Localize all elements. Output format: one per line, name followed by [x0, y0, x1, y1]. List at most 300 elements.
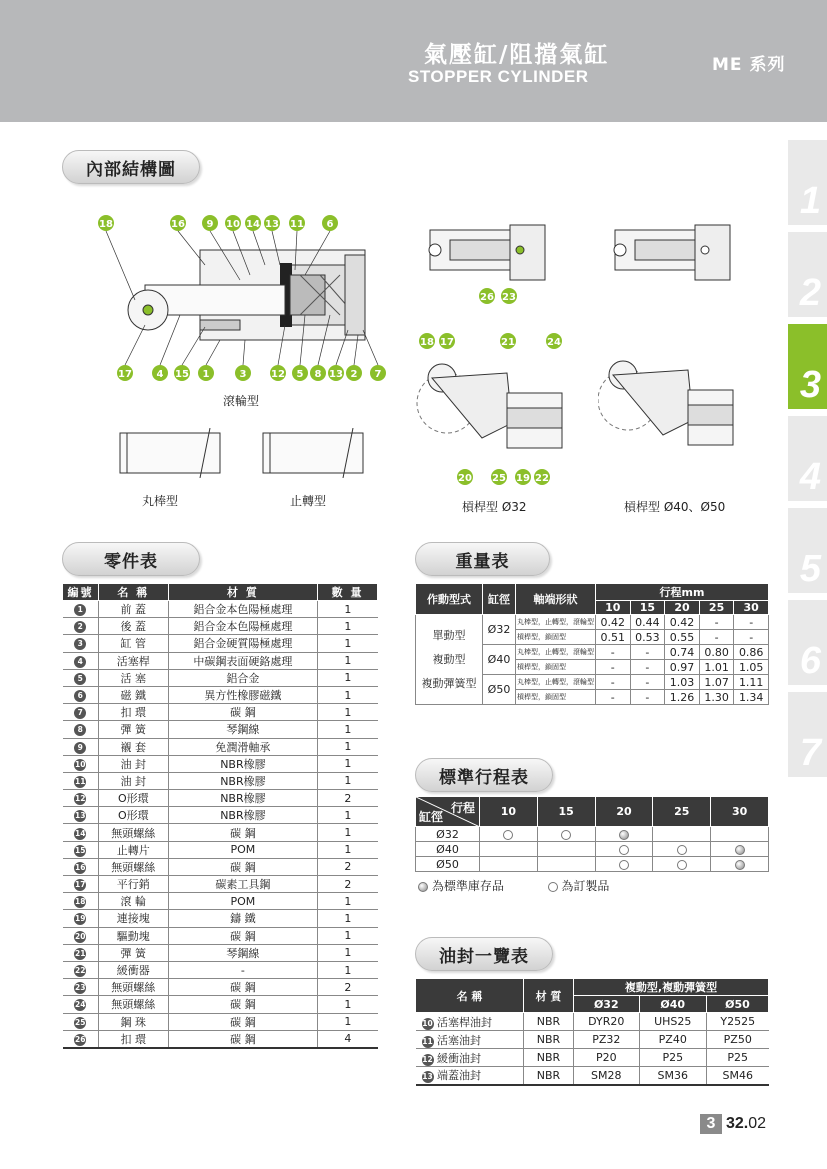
parts-cell-material: 鋁合金硬質陽極處理	[168, 635, 317, 652]
weight-header-bore: 缸徑	[483, 584, 516, 615]
parts-row	[63, 858, 378, 875]
parts-cell-no	[63, 772, 99, 789]
seal-name: 活塞桿油封	[437, 1015, 492, 1029]
parts-cell-qty: 1	[318, 721, 378, 738]
parts-cell-no	[63, 1030, 99, 1048]
caption-lever-40-50: 槓桿型 Ø40、Ø50	[624, 500, 726, 514]
stroke-mark-cell	[653, 857, 711, 872]
weight-value-cell: 1.01	[699, 660, 734, 675]
seals-code-cell: P25	[706, 1049, 768, 1067]
parts-cell-material: POM	[168, 841, 317, 858]
part-number-badge: 3	[74, 638, 86, 650]
parts-row	[63, 755, 378, 772]
stroke-mark-cell	[480, 842, 538, 857]
chapter-tab-1[interactable]: 1	[788, 140, 827, 225]
part-number-badge: 13	[74, 811, 86, 821]
parts-cell-material: 碳素工具鋼	[168, 876, 317, 893]
weight-shape-cell: 槓桿型，鎖固型	[516, 690, 596, 705]
part-number-badge: 10	[74, 759, 86, 769]
parts-cell-qty: 2	[318, 876, 378, 893]
svg-text:3: 3	[239, 369, 247, 380]
parts-cell-no	[63, 755, 99, 772]
parts-cell-no	[63, 1013, 99, 1030]
parts-cell-material: 碳 鋼	[168, 1030, 317, 1048]
parts-cell-material: 琴鋼線	[168, 721, 317, 738]
part-number-badge: 5	[74, 673, 86, 685]
parts-cell-material: 琴鋼線	[168, 944, 317, 961]
parts-row	[63, 944, 378, 961]
parts-cell-no	[63, 618, 99, 635]
weight-value-cell: -	[699, 630, 734, 645]
page-chapter: 3	[700, 1114, 722, 1134]
weight-header-stroke: 行程mm	[596, 584, 769, 601]
seals-code-cell: PZ50	[706, 1031, 768, 1049]
parts-cell-no	[63, 738, 99, 755]
parts-cell-qty: 1	[318, 944, 378, 961]
page-number-main: 32.	[726, 1115, 749, 1132]
weight-value-cell: 0.86	[734, 645, 769, 660]
seals-code-cell: SM36	[639, 1067, 706, 1085]
stroke-bore-cell: Ø32	[416, 827, 480, 842]
parts-cell-name: 活 塞	[98, 669, 168, 686]
custom-order-icon	[677, 860, 687, 870]
roller-cylinder-section-diagram	[90, 205, 400, 395]
svg-text:18: 18	[420, 337, 434, 348]
weight-value-cell: 0.51	[596, 630, 631, 645]
parts-cell-qty: 1	[318, 652, 378, 669]
part-number-badge: 19	[74, 914, 86, 924]
parts-cell-no	[63, 721, 99, 738]
weight-shape-cell: 丸棒型，止轉型，滾輪型	[516, 645, 596, 660]
svg-text:4: 4	[156, 369, 164, 380]
stroke-table	[415, 796, 769, 872]
part-number-badge: 21	[74, 948, 86, 958]
weight-table	[415, 583, 769, 705]
parts-row	[63, 618, 378, 635]
svg-text:10: 10	[226, 219, 240, 230]
weight-stroke-col: 20	[665, 601, 700, 615]
seals-code-cell: UHS25	[639, 1013, 706, 1031]
seals-code-cell: SM46	[706, 1067, 768, 1085]
part-number-badge: 26	[74, 1034, 86, 1044]
parts-row	[63, 738, 378, 755]
parts-cell-material: 異方性橡膠磁鐵	[168, 686, 317, 703]
caption-roller-type: 滾輪型	[223, 394, 260, 408]
parts-cell-qty: 2	[318, 790, 378, 807]
page-number	[700, 1114, 766, 1134]
parts-cell-qty: 1	[318, 635, 378, 652]
part-number-badge: 11	[74, 776, 86, 786]
weight-value-cell: -	[630, 675, 665, 690]
parts-cell-name: 滾 輪	[98, 893, 168, 910]
chapter-tab-5[interactable]: 5	[788, 508, 827, 593]
section-parts-title: 零件表	[62, 542, 200, 576]
parts-cell-qty: 1	[318, 686, 378, 703]
part-number-badge: 20	[74, 931, 86, 941]
seals-name-cell	[416, 1049, 524, 1067]
parts-cell-no	[63, 635, 99, 652]
svg-text:13: 13	[265, 219, 279, 230]
weight-row	[416, 615, 769, 630]
parts-cell-name: 襯 套	[98, 738, 168, 755]
parts-row	[63, 1013, 378, 1030]
caption-anti-rotation: 止轉型	[290, 494, 327, 508]
parts-cell-material: 鑄 鐵	[168, 910, 317, 927]
weight-value-cell: -	[596, 690, 631, 705]
svg-text:23: 23	[502, 292, 516, 303]
parts-cell-material: 鋁合金本色陽極處理	[168, 601, 317, 618]
weight-stroke-col: 30	[734, 601, 769, 615]
parts-cell-no	[63, 858, 99, 875]
svg-text:5: 5	[296, 369, 304, 380]
weight-value-cell: -	[734, 615, 769, 630]
weight-value-cell: 0.55	[665, 630, 700, 645]
weight-value-cell: 1.07	[699, 675, 734, 690]
parts-cell-qty: 1	[318, 824, 378, 841]
parts-cell-no	[63, 704, 99, 721]
part-number-badge: 18	[74, 897, 86, 907]
seals-material-cell: NBR	[524, 1013, 574, 1031]
part-number-badge: 23	[74, 983, 86, 993]
parts-cell-qty: 1	[318, 669, 378, 686]
parts-row	[63, 893, 378, 910]
parts-cell-name: 彈 簧	[98, 944, 168, 961]
parts-cell-qty: 1	[318, 772, 378, 789]
stroke-col: 25	[653, 797, 711, 827]
parts-row	[63, 652, 378, 669]
weight-value-cell: 0.53	[630, 630, 665, 645]
parts-cell-qty: 1	[318, 704, 378, 721]
svg-text:16: 16	[171, 219, 185, 230]
parts-cell-name: 緩衝器	[98, 961, 168, 978]
weight-bore-cell: Ø32	[483, 615, 516, 645]
parts-row	[63, 790, 378, 807]
parts-header-material: 材 質	[168, 584, 317, 601]
parts-row	[63, 704, 378, 721]
parts-cell-no	[63, 841, 99, 858]
parts-cell-name: 無頭螺絲	[98, 996, 168, 1013]
parts-cell-qty: 1	[318, 738, 378, 755]
parts-cell-name: O形環	[98, 790, 168, 807]
weight-value-cell: 0.42	[665, 615, 700, 630]
stroke-col: 15	[537, 797, 595, 827]
seals-row	[416, 1013, 769, 1031]
parts-cell-qty: 1	[318, 910, 378, 927]
parts-cell-name: 磁 鐵	[98, 686, 168, 703]
stroke-mark-cell	[711, 842, 769, 857]
seal-name: 端蓋油封	[437, 1069, 481, 1083]
weight-value-cell: -	[734, 630, 769, 645]
seals-name-cell	[416, 1013, 524, 1031]
weight-value-cell: -	[596, 675, 631, 690]
part-number-badge: 9	[74, 742, 86, 754]
stroke-mark-cell	[537, 842, 595, 857]
stroke-row	[416, 827, 769, 842]
weight-value-cell: 0.74	[665, 645, 700, 660]
parts-row	[63, 841, 378, 858]
parts-cell-name: 無頭螺絲	[98, 858, 168, 875]
parts-cell-no	[63, 961, 99, 978]
parts-cell-qty: 1	[318, 961, 378, 978]
chapter-tab-7[interactable]: 7	[788, 692, 827, 777]
page-title-en: STOPPER CYLINDER	[408, 67, 589, 86]
svg-text:9: 9	[206, 219, 214, 230]
stroke-col: 10	[480, 797, 538, 827]
parts-cell-material: 中碳鋼表面硬鉻處理	[168, 652, 317, 669]
parts-row	[63, 824, 378, 841]
seals-code-cell: SM28	[574, 1067, 640, 1085]
weight-mode-label: 複動彈簧型	[421, 676, 477, 690]
part-number-badge: 8	[74, 724, 86, 736]
parts-cell-no	[63, 893, 99, 910]
parts-cell-material: 碳 鋼	[168, 704, 317, 721]
parts-cell-no	[63, 876, 99, 893]
weight-shape-cell: 槓桿型，鎖固型	[516, 630, 596, 645]
standard-stock-icon	[418, 882, 428, 892]
weight-value-cell: 1.03	[665, 675, 700, 690]
custom-order-icon	[503, 830, 513, 840]
parts-cell-no	[63, 669, 99, 686]
weight-value-cell: -	[630, 690, 665, 705]
lever-clevis-diagram-40-50	[605, 210, 735, 290]
parts-cell-qty: 1	[318, 841, 378, 858]
seals-row	[416, 1067, 769, 1085]
parts-cell-material: 鋁合金本色陽極處理	[168, 618, 317, 635]
stroke-mark-cell	[653, 827, 711, 842]
parts-cell-name: 連接塊	[98, 910, 168, 927]
parts-cell-no	[63, 996, 99, 1013]
parts-cell-name: 後 蓋	[98, 618, 168, 635]
svg-text:2: 2	[350, 369, 358, 380]
parts-row	[63, 635, 378, 652]
parts-row	[63, 669, 378, 686]
weight-shape-cell: 丸棒型，止轉型，滾輪型	[516, 615, 596, 630]
weight-shape-cell: 槓桿型，鎖固型	[516, 660, 596, 675]
stroke-mark-cell	[711, 857, 769, 872]
parts-row	[63, 721, 378, 738]
stroke-col: 20	[595, 797, 653, 827]
part-number-badge: 11	[422, 1036, 433, 1046]
chapter-tab-2[interactable]: 2	[788, 232, 827, 317]
custom-order-icon	[677, 845, 687, 855]
part-number-badge: 22	[74, 966, 86, 976]
part-number-badge: 13	[422, 1072, 433, 1082]
svg-text:13: 13	[329, 369, 343, 380]
parts-row	[63, 772, 378, 789]
stroke-mark-cell	[595, 827, 653, 842]
part-number-badge: 12	[422, 1054, 433, 1064]
parts-cell-name: 前 蓋	[98, 601, 168, 618]
seals-header-group: 複動型,複動彈簧型	[574, 979, 769, 996]
page-number-sub: 02	[748, 1115, 767, 1132]
parts-cell-no	[63, 790, 99, 807]
svg-text:19: 19	[516, 473, 530, 484]
custom-order-icon	[619, 860, 629, 870]
chapter-tab-4[interactable]: 4	[788, 416, 827, 501]
part-number-badge: 2	[74, 621, 86, 633]
parts-cell-name: 扣 環	[98, 1030, 168, 1048]
part-number-badge: 25	[74, 1017, 86, 1027]
seals-name-cell	[416, 1067, 524, 1085]
weight-value-cell: 1.05	[734, 660, 769, 675]
weight-value-cell: -	[596, 645, 631, 660]
stroke-mark-cell	[480, 857, 538, 872]
part-number-badge: 12	[74, 794, 86, 804]
parts-row	[63, 686, 378, 703]
caption-lever-32: 槓桿型 Ø32	[462, 500, 527, 514]
seals-row	[416, 1031, 769, 1049]
part-number-badge: 17	[74, 880, 86, 890]
parts-cell-qty: 1	[318, 927, 378, 944]
parts-cell-no	[63, 652, 99, 669]
parts-row	[63, 996, 378, 1013]
seals-code-cell: PZ32	[574, 1031, 640, 1049]
custom-order-icon	[548, 882, 558, 892]
parts-cell-material: NBR橡膠	[168, 755, 317, 772]
weight-stroke-col: 15	[630, 601, 665, 615]
parts-cell-name: 彈 簧	[98, 721, 168, 738]
parts-header-name: 名 稱	[98, 584, 168, 601]
legend-order: 為訂製品	[561, 879, 610, 893]
standard-stock-icon	[735, 860, 745, 870]
parts-cell-qty: 2	[318, 858, 378, 875]
stroke-legend	[418, 877, 609, 894]
weight-shape-cell: 丸棒型，止轉型，滾輪型	[516, 675, 596, 690]
parts-cell-name: 止轉片	[98, 841, 168, 858]
svg-text:15: 15	[175, 369, 189, 380]
stroke-row	[416, 842, 769, 857]
svg-text:17: 17	[440, 337, 454, 348]
svg-text:18: 18	[99, 219, 113, 230]
parts-row	[63, 1030, 378, 1048]
parts-cell-qty: 1	[318, 1013, 378, 1030]
weight-value-cell: 0.42	[596, 615, 631, 630]
part-number-badge: 1	[74, 604, 86, 616]
parts-row	[63, 910, 378, 927]
standard-stock-icon	[735, 845, 745, 855]
stroke-corner-header: 行程 缸徑	[416, 797, 480, 827]
parts-cell-qty: 1	[318, 755, 378, 772]
weight-stroke-col: 25	[699, 601, 734, 615]
custom-order-icon	[619, 845, 629, 855]
lever-type-diagram-32	[412, 333, 572, 493]
part-number-badge: 16	[74, 862, 86, 872]
parts-cell-material: 碳 鋼	[168, 824, 317, 841]
parts-cell-material: -	[168, 961, 317, 978]
svg-text:17: 17	[118, 369, 132, 380]
seals-row	[416, 1049, 769, 1067]
stroke-bore-cell: Ø50	[416, 857, 480, 872]
page-header	[0, 0, 827, 122]
parts-cell-name: 平行銷	[98, 876, 168, 893]
svg-text:12: 12	[271, 369, 285, 380]
part-number-badge: 24	[74, 1000, 86, 1010]
parts-table	[62, 583, 378, 1049]
part-number-badge: 10	[422, 1018, 433, 1028]
parts-cell-qty: 1	[318, 893, 378, 910]
chapter-tab-6[interactable]: 6	[788, 600, 827, 685]
parts-cell-no	[63, 927, 99, 944]
svg-text:21: 21	[501, 337, 515, 348]
svg-text:11: 11	[290, 219, 304, 230]
seals-code-cell: DYR20	[574, 1013, 640, 1031]
lever-clevis-diagram-32	[420, 210, 550, 310]
seals-header-material: 材 質	[524, 979, 574, 1013]
parts-cell-qty: 1	[318, 996, 378, 1013]
seals-material-cell: NBR	[524, 1067, 574, 1085]
stroke-mark-cell	[711, 827, 769, 842]
parts-cell-material: 鋁合金	[168, 669, 317, 686]
svg-text:25: 25	[492, 473, 506, 484]
parts-cell-no	[63, 601, 99, 618]
parts-cell-material: 碳 鋼	[168, 858, 317, 875]
parts-cell-name: 油 封	[98, 772, 168, 789]
part-number-badge: 15	[74, 845, 86, 855]
parts-row	[63, 979, 378, 996]
custom-order-icon	[561, 830, 571, 840]
seals-bore-col: Ø32	[574, 996, 640, 1013]
part-number-badge: 14	[74, 828, 86, 838]
seals-code-cell: Y2525	[706, 1013, 768, 1031]
weight-value-cell: 1.11	[734, 675, 769, 690]
round-rod-diagram	[115, 428, 225, 478]
stroke-bore-cell: Ø40	[416, 842, 480, 857]
section-stroke-title: 標準行程表	[415, 758, 553, 792]
parts-cell-material: NBR橡膠	[168, 772, 317, 789]
weight-mode-cell	[416, 615, 483, 705]
parts-cell-material: 碳 鋼	[168, 996, 317, 1013]
chapter-tab-3[interactable]: 3	[788, 324, 827, 409]
parts-cell-name: 扣 環	[98, 704, 168, 721]
weight-header-shape: 軸端形狀	[516, 584, 596, 615]
seals-name-cell	[416, 1031, 524, 1049]
section-structure-title: 內部結構圖	[62, 150, 200, 184]
parts-row	[63, 876, 378, 893]
caption-round-rod: 丸棒型	[142, 494, 179, 508]
legend-standard: 為標準庫存品	[431, 879, 504, 893]
lever-type-diagram-40-50	[598, 345, 738, 465]
svg-text:7: 7	[374, 369, 382, 380]
seals-table	[415, 978, 769, 1086]
stroke-mark-cell	[537, 827, 595, 842]
parts-cell-no	[63, 979, 99, 996]
parts-cell-name: 鋼 珠	[98, 1013, 168, 1030]
weight-value-cell: -	[699, 615, 734, 630]
section-weight-title: 重量表	[415, 542, 550, 576]
standard-stock-icon	[619, 830, 629, 840]
parts-cell-name: 無頭螺絲	[98, 979, 168, 996]
page-title-zh: 氣壓缸/阻擋氣缸	[424, 42, 610, 68]
parts-cell-name: 活塞桿	[98, 652, 168, 669]
parts-cell-no	[63, 807, 99, 824]
weight-value-cell: -	[596, 660, 631, 675]
stroke-mark-cell	[653, 842, 711, 857]
seal-name: 活塞油封	[437, 1033, 481, 1047]
weight-bore-cell: Ø50	[483, 675, 516, 705]
seals-material-cell: NBR	[524, 1049, 574, 1067]
parts-cell-material: POM	[168, 893, 317, 910]
parts-cell-material: 碳 鋼	[168, 927, 317, 944]
parts-cell-no	[63, 686, 99, 703]
svg-text:22: 22	[535, 473, 549, 484]
weight-header-mode: 作動型式	[416, 584, 483, 615]
parts-row	[63, 601, 378, 618]
section-seals-title: 油封一覽表	[415, 937, 553, 971]
parts-cell-material: 碳 鋼	[168, 1013, 317, 1030]
seals-bore-col: Ø40	[639, 996, 706, 1013]
parts-cell-qty: 1	[318, 618, 378, 635]
svg-text:24: 24	[547, 337, 561, 348]
